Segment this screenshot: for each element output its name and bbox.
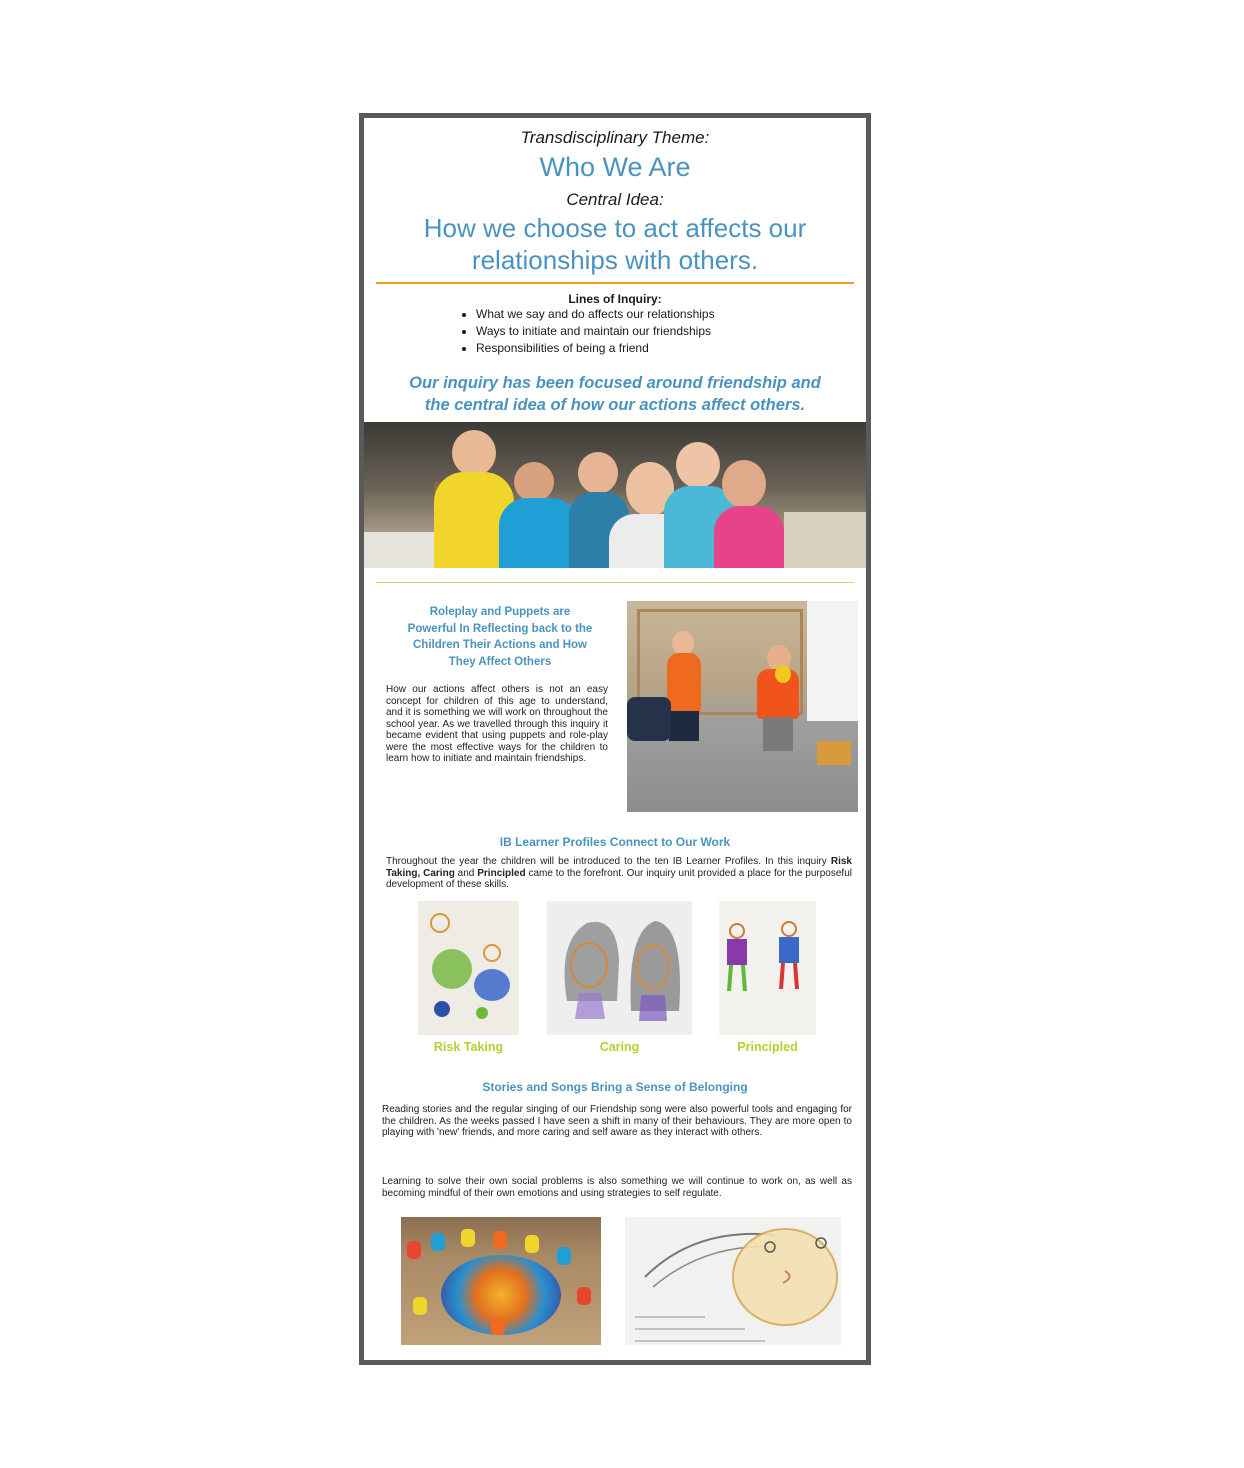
stories-para-2: Learning to solve their own social problems is also something we will continue to work on, as well as becoming mindful of their own emotions and using strategies to self regulate. <box>382 1176 852 1199</box>
roleplay-body: How our actions affect others is not an easy concept for children of this age to understand, and it is something we will work on throughout the school year. As we travelled through this inquiry it became evident that using puppets and role-play were the most effective ways for the children to learn how to initiate and maintain friendships. <box>386 684 608 764</box>
inquiry-list <box>460 306 715 357</box>
poster <box>359 113 871 1365</box>
inquiry-heading: Lines of Inquiry: <box>568 292 662 306</box>
theme-title: Who We Are <box>539 152 691 182</box>
caption-principled: Principled <box>737 1040 798 1054</box>
child-face <box>672 631 694 655</box>
child-seated <box>627 697 671 741</box>
roleplay-title-line: Children Their Actions and How <box>413 639 587 651</box>
child-face <box>676 442 720 488</box>
drawing-svg <box>547 901 692 1035</box>
focus-line: Our inquiry has been focused around friendship and <box>409 374 821 392</box>
child <box>413 1297 427 1315</box>
profiles-body-bold: Principled <box>477 867 526 879</box>
inquiry-item: • Responsibilities of being a friend <box>476 340 715 357</box>
child-skirt <box>669 711 699 741</box>
drawing-caring <box>547 901 692 1035</box>
drawing-svg <box>418 901 519 1035</box>
roleplay-title-line: They Affect Others <box>448 655 552 668</box>
child-shirt <box>667 653 701 713</box>
profiles-body-text: Throughout the year the children will be introduced to the ten IB Learner Profiles. In this inquiry <box>386 856 831 867</box>
profiles-body-text: and <box>454 867 478 879</box>
drawing-principled <box>719 901 816 1035</box>
roleplay-title-line: Roleplay and Puppets are <box>429 606 571 618</box>
child-face <box>514 462 554 502</box>
child <box>557 1247 571 1265</box>
central-idea-label: Central Idea: <box>566 190 664 209</box>
stories-para-1: Reading stories and the regular singing of our Friendship song were also powerful tools and engaging for the children. As the weeks passed I have seen a shift in many of their behaviours. They are more open to playing with 'new' friends, and more caring and self aware as they interact with others. <box>382 1104 852 1138</box>
inquiry-item: • Ways to initiate and maintain our friendships <box>476 323 715 340</box>
green-divider <box>376 582 854 583</box>
inquiry-item: • What we say and do affects our relationships <box>476 306 715 323</box>
roleplay-title-line: Powerful In Reflecting back to the <box>407 622 593 635</box>
photo-box <box>817 741 851 765</box>
central-idea-line: How we choose to act affects our <box>423 213 807 243</box>
profiles-body-bold: Risk Taking, Caring <box>386 856 852 879</box>
child <box>525 1235 539 1253</box>
orange-divider <box>376 282 854 284</box>
child-face <box>452 430 496 476</box>
central-idea <box>364 212 866 276</box>
photo-table <box>784 512 866 568</box>
stories-title: Stories and Songs Bring a Sense of Belonging <box>482 1080 748 1094</box>
group-photo <box>364 422 866 568</box>
caption-risk-taking: Risk Taking <box>433 1040 504 1054</box>
theme-label: Transdisciplinary Theme: <box>520 128 710 147</box>
child-pants <box>763 717 793 751</box>
profiles-body-text: came to the forefront. Our inquiry unit provided a place for the purposeful development of these skills. <box>386 867 852 890</box>
puppet-photo <box>627 601 858 812</box>
child <box>493 1231 507 1249</box>
child <box>461 1229 475 1247</box>
child-face <box>578 452 618 494</box>
central-idea-line: relationships with others. <box>471 245 759 275</box>
drawing-svg <box>625 1217 841 1345</box>
circle-time-photo <box>401 1217 601 1345</box>
child <box>431 1233 445 1251</box>
puppet <box>775 665 791 683</box>
caption-caring: Caring <box>599 1040 640 1054</box>
profiles-title: IB Learner Profiles Connect to Our Work <box>499 835 731 849</box>
child <box>577 1287 591 1305</box>
child-face <box>722 460 766 508</box>
child <box>407 1241 421 1259</box>
drawing-risk-taking <box>418 901 519 1035</box>
profiles-body <box>386 856 852 891</box>
child-shirt <box>499 498 579 568</box>
focus-statement <box>364 372 866 416</box>
photo-whiteboard <box>807 601 858 721</box>
child-shirt <box>714 506 784 568</box>
child <box>491 1317 505 1335</box>
roleplay-title <box>386 604 614 670</box>
friend-drawing-photo <box>625 1217 841 1345</box>
focus-line: the central idea of how our actions affect others. <box>424 396 806 414</box>
drawing-svg <box>719 901 816 1035</box>
